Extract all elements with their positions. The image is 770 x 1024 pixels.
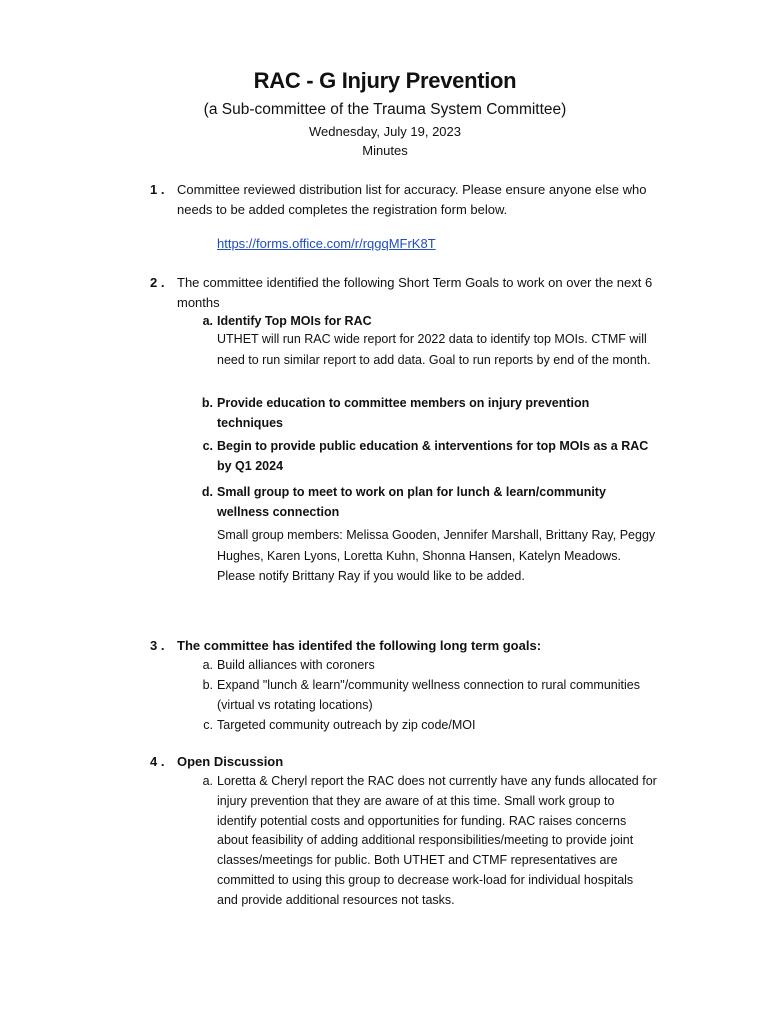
short-term-goal-a bbox=[202, 311, 657, 331]
list-label: d. bbox=[201, 485, 213, 499]
item-number-1: 1 . bbox=[150, 182, 165, 197]
discussion-text: Loretta & Cheryl report the RAC does not currently have any funds allocated for injury prevention that they are aware of at this time. Small work group to identify potential costs and opportunities for funding. RAC raises concerns about feasibility of adding additional responsibilities/meeting to provide joint classes/meetings for public. Both UTHET and CTMF representatives are committed to using this group to decrease work-load for individual hospitals and provide additional resources not tasks. bbox=[217, 774, 657, 907]
list-label: b. bbox=[202, 678, 213, 692]
long-term-goal-c bbox=[203, 715, 657, 735]
list-label: c. bbox=[203, 718, 213, 732]
item-number-2: 2 . bbox=[150, 275, 165, 290]
goal-text: Build alliances with coroners bbox=[217, 658, 375, 672]
short-term-goal-c bbox=[202, 436, 657, 476]
goal-d-details: Small group members: Melissa Gooden, Jennifer Marshall, Brittany Ray, Peggy Hughes, Karen Lyons, Loretta Kuhn, Shonna Hansen, Katelyn Meadows. Please notify Brittany Ray if you would like to be added. bbox=[217, 528, 656, 583]
item-2-text: The committee identified the following Short Term Goals to work on over the next 6 months bbox=[177, 275, 653, 310]
goal-heading: Small group to meet to work on plan for lunch & learn/community wellness connection bbox=[217, 485, 606, 519]
list-label: a. bbox=[202, 658, 213, 672]
long-term-goal-a bbox=[202, 655, 657, 675]
item-3-text: The committee has identifed the following long term goals: bbox=[177, 638, 542, 653]
short-term-goal-d bbox=[201, 482, 657, 522]
goal-heading: Provide education to committee members on injury prevention techniques bbox=[217, 396, 590, 430]
list-label: a. bbox=[202, 774, 213, 788]
item-1-text: Committee reviewed distribution list for accuracy. Please ensure anyone else who needs to be added completes the registration form below. bbox=[177, 182, 647, 217]
goal-text: Expand "lunch & learn"/community wellness connection to rural communities (virtual vs rotating locations) bbox=[217, 678, 640, 712]
goal-text: Targeted community outreach by zip code/MOI bbox=[217, 718, 476, 732]
document-type: Minutes bbox=[362, 143, 408, 158]
item-number-3: 3 . bbox=[150, 638, 165, 653]
goal-heading: Begin to provide public education & interventions for top MOIs as a RAC by Q1 2024 bbox=[217, 439, 649, 473]
list-label: b. bbox=[201, 396, 213, 410]
goal-a-details: UTHET will run RAC wide report for 2022 data to identify top MOIs. CTMF will need to run similar report to add data. Goal to run reports by end of the month. bbox=[217, 332, 651, 367]
item-number-4: 4 . bbox=[150, 754, 165, 769]
document-subtitle: (a Sub-committee of the Trauma System Committee) bbox=[203, 101, 567, 118]
list-label: c. bbox=[202, 439, 213, 453]
registration-form-link[interactable]: https://forms.office.com/r/rqgqMFrK8T bbox=[217, 236, 436, 251]
meeting-date: Wednesday, July 19, 2023 bbox=[308, 124, 461, 139]
item-4-text: Open Discussion bbox=[177, 754, 284, 769]
open-discussion-a bbox=[202, 772, 657, 911]
list-label: a. bbox=[202, 314, 213, 328]
goal-heading: Identify Top MOIs for RAC bbox=[217, 314, 372, 328]
document-title: RAC - G Injury Prevention bbox=[253, 68, 517, 93]
long-term-goal-b bbox=[202, 675, 657, 715]
short-term-goal-b bbox=[201, 393, 657, 433]
